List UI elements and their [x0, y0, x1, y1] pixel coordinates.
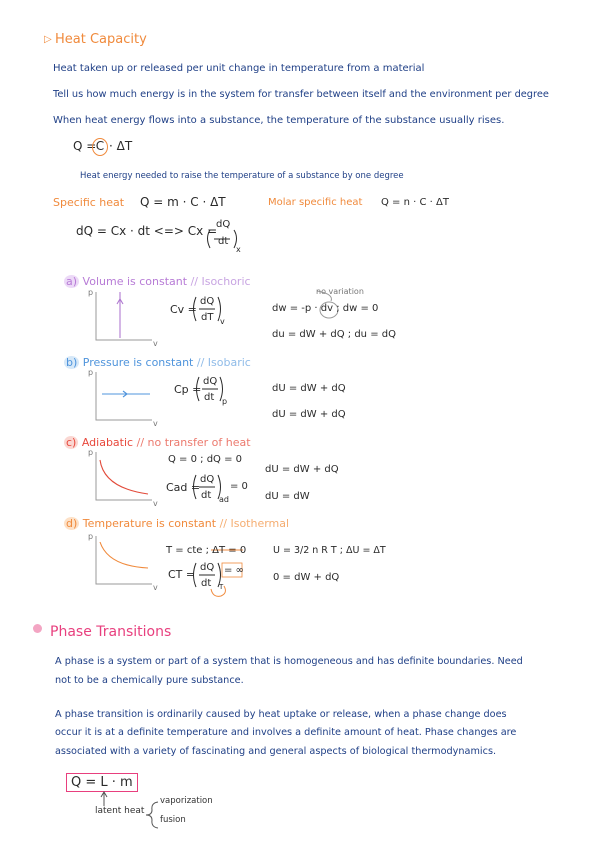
cv-sub: v	[220, 317, 225, 326]
axis-p-a: p	[88, 288, 94, 297]
case-a-note: no variation	[316, 287, 364, 296]
cad-label: Cad =	[166, 481, 201, 494]
case-b-eq2: dU = dW + dQ	[272, 409, 346, 420]
heat-definition: Heat taken up or released per unit change in temperature from a material	[53, 63, 425, 74]
q-equals: Q =	[73, 139, 97, 153]
ct-sub: T	[219, 583, 224, 591]
specific-heat-eq: Q = m · C · ΔT	[140, 195, 226, 209]
axis-v-c: v	[153, 499, 158, 508]
general-eq: dQ = Cx · dt <=> Cx =	[76, 224, 218, 238]
cad-after: = 0	[230, 481, 248, 492]
case-a-kind: // Isochoric	[190, 275, 251, 288]
ct-after: = ∞	[224, 565, 244, 576]
ct-den: dt	[201, 578, 212, 589]
phase-p2-line2: occur it is at a definite temperature and involves a definite amount of heat. Phase changes are	[55, 727, 517, 738]
fusion-label: fusion	[160, 815, 186, 825]
case-b-kind: // Isobaric	[196, 356, 251, 369]
phase-p1-line1: A phase is a system or part of a system that is homogeneous and has definite boundaries. Need	[55, 656, 523, 667]
cad-sub: ad	[219, 495, 229, 504]
case-b-name: Pressure is constant	[82, 356, 194, 369]
cv-num: dQ	[200, 296, 215, 307]
latent-heat-label: latent heat	[95, 806, 145, 816]
case-d-name: Temperature is constant	[82, 517, 217, 530]
vaporization-label: vaporization	[160, 796, 213, 806]
cp-label: Cp =	[174, 383, 202, 396]
cad-num: dQ	[200, 474, 215, 485]
molar-heat-eq: Q = n · C · ΔT	[381, 197, 449, 208]
case-a-letter: a)	[66, 275, 78, 288]
heat-line-2: Tell us how much energy is in the system for transfer between itself and the environment per degree	[53, 89, 549, 100]
c-note: Heat energy needed to raise the temperature of a substance by one degree	[80, 171, 404, 181]
case-d-eq2: 0 = dW + dQ	[273, 572, 340, 583]
section-marker: ▷	[44, 34, 52, 45]
case-c-eq1: dU = dW + dQ	[265, 464, 339, 475]
axis-v-d: v	[153, 583, 158, 592]
phase-p1-line2: not to be a chemically pure substance.	[55, 675, 244, 686]
specific-heat-label: Specific heat	[53, 196, 125, 209]
axis-p-b: p	[88, 368, 94, 377]
cv-den: dT	[201, 312, 214, 323]
cp-den: dt	[204, 392, 215, 403]
phase-p2-line3: associated with a variety of fascinating and general aspects of biological thermodynamics.	[55, 746, 497, 757]
axis-p-d: p	[88, 532, 94, 541]
case-c-name: Adiabatic	[81, 436, 134, 449]
general-num: dQ	[216, 219, 231, 230]
phase-title: Phase Transitions	[50, 624, 172, 640]
molar-heat-label: Molar specific heat	[268, 197, 363, 208]
case-d-letter: d)	[66, 517, 78, 530]
ct-num: dQ	[200, 562, 215, 573]
delta-t: · ΔT	[109, 139, 133, 153]
case-c-letter: c)	[66, 436, 77, 449]
c-circled: C	[92, 138, 108, 156]
axis-v-a: v	[153, 339, 158, 348]
cp-num: dQ	[203, 376, 218, 387]
heat-line-3: When heat energy flows into a substance, the temperature of the substance usually rises.	[53, 115, 505, 126]
case-d-kind: // Isothermal	[219, 517, 290, 530]
latent-heat-eq: Q = L · m	[66, 773, 138, 792]
phase-p2-line1: A phase transition is ordinarily caused by heat uptake or release, when a phase change does	[55, 709, 507, 720]
case-d-eq1: U = 3/2 n R T ; ΔU = ΔT	[273, 545, 386, 556]
case-b-letter: b)	[66, 356, 78, 369]
cad-den: dt	[201, 490, 212, 501]
general-den: dt	[218, 236, 229, 247]
case-a-name: Volume is constant	[82, 275, 188, 288]
heat-capacity-title: Heat Capacity	[55, 32, 147, 47]
case-c-kind: // no transfer of heat	[136, 436, 251, 449]
axis-v-b: v	[153, 419, 158, 428]
case-a-eq2: du = dW + dQ ; du = dQ	[272, 329, 396, 340]
general-sub: x	[236, 245, 241, 254]
case-b-eq1: dU = dW + dQ	[272, 383, 346, 394]
case-d-eq0: T = cte ; ΔT = 0	[166, 545, 247, 556]
ct-label: CT =	[168, 568, 196, 581]
case-c-eq0: Q = 0 ; dQ = 0	[168, 454, 243, 465]
cv-label: Cv =	[170, 303, 197, 316]
cp-sub: p	[222, 397, 228, 406]
axis-p-c: p	[88, 448, 94, 457]
case-c-eq2: dU = dW	[265, 491, 310, 502]
case-a-eq1: dw = -p · dv ; dw = 0	[272, 303, 379, 314]
